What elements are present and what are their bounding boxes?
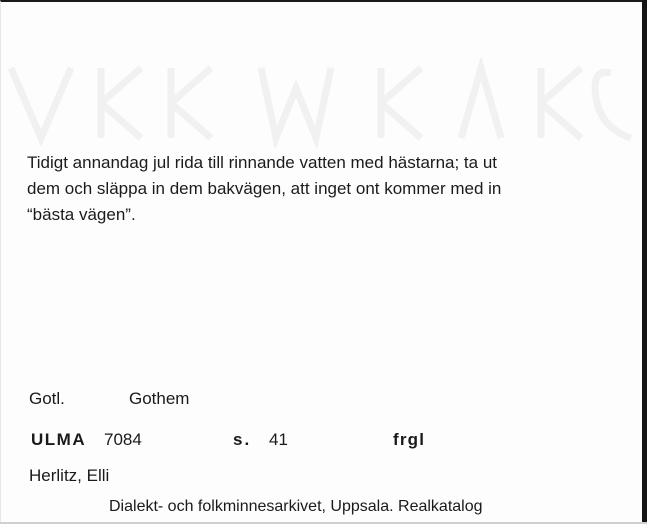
body-line-1: Tidigt annandag jul rida till rinnande vatten med hästarna; ta ut xyxy=(27,153,497,172)
archive-label: ULMA xyxy=(31,430,87,449)
archive-footer: Dialekt- och folkminnesarkivet, Uppsala. Realkatalog xyxy=(109,498,483,515)
page-number: 41 xyxy=(269,430,288,449)
archive-number: 7084 xyxy=(104,430,142,449)
body-line-2: dem och släppa in dem bakvägen, att inget ont kommer med in xyxy=(27,179,502,198)
scan-border-right xyxy=(642,0,647,524)
card-body-text xyxy=(27,150,627,228)
parish-label: Gotl. xyxy=(29,389,65,408)
show-through-watermark xyxy=(1,58,642,148)
body-line-3: “bästa vägen”. xyxy=(27,205,136,224)
collector-name: Herlitz, Elli xyxy=(29,466,110,485)
category-code: frgl xyxy=(393,430,426,449)
village-label: Gothem xyxy=(129,389,190,408)
page-label: s. xyxy=(233,430,252,449)
